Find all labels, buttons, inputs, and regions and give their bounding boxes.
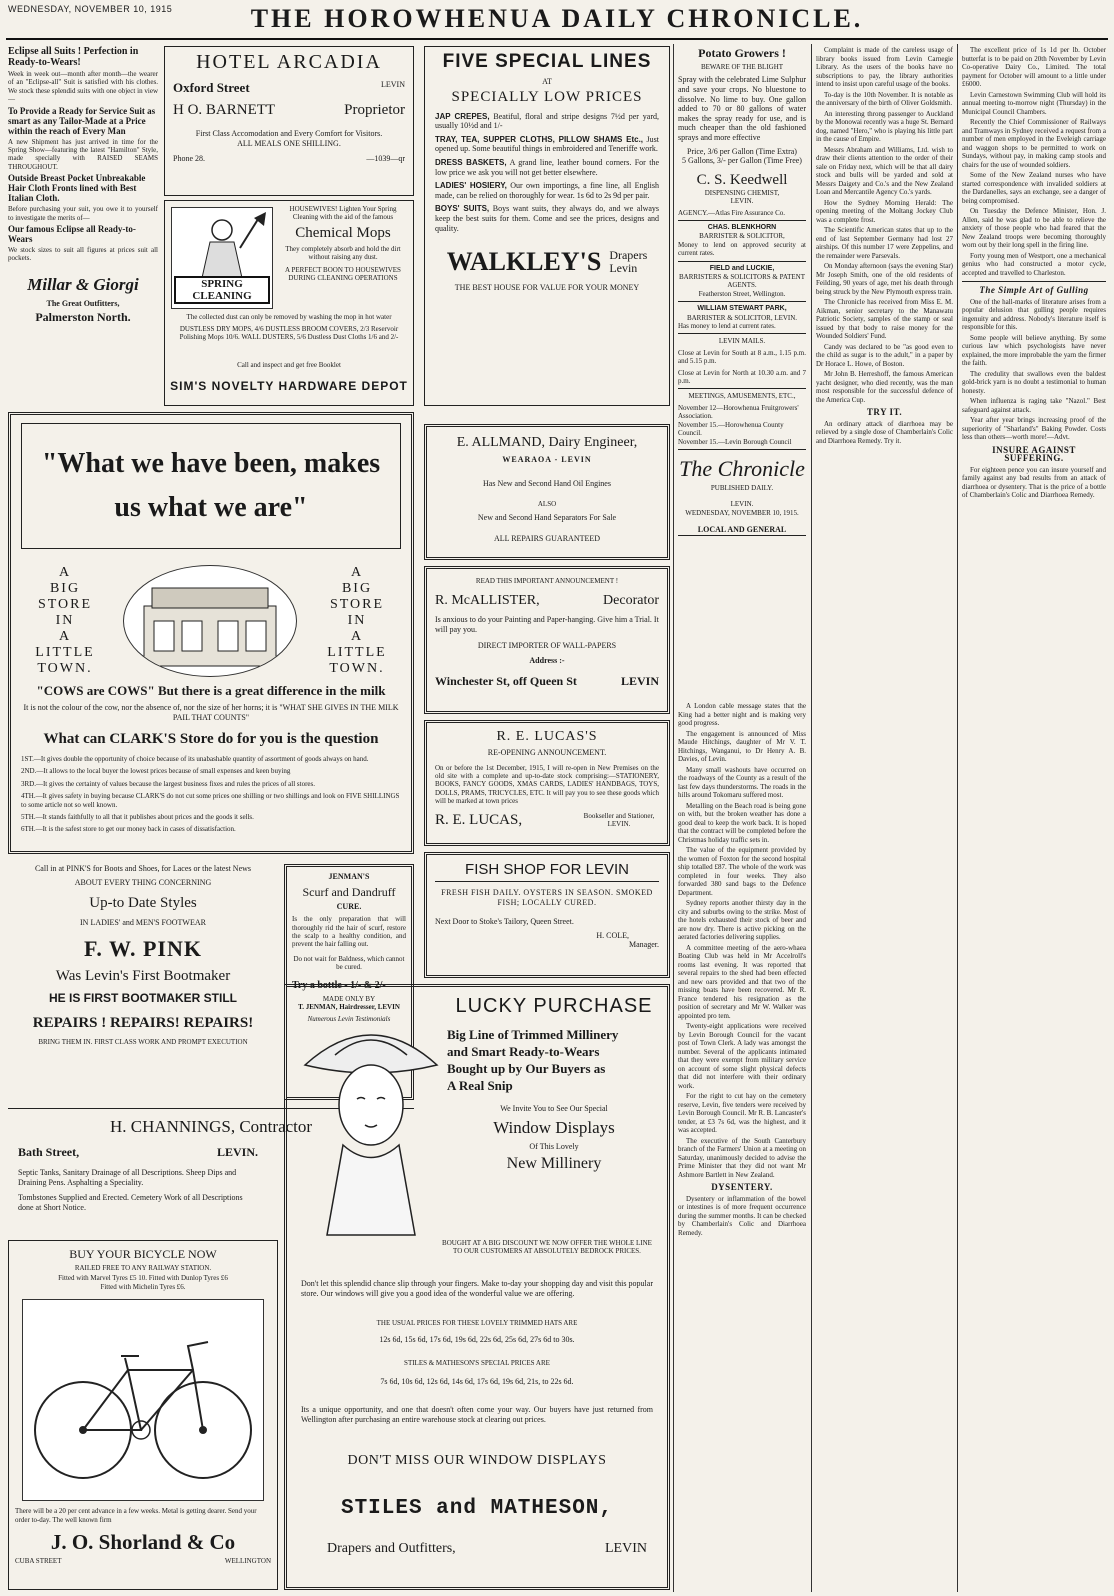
news-paragraph: Many small washouts have occurred on the roadways of the County as a result of the last few days thunderstorms. The roads in the hills around Tokomaru suffered most. xyxy=(678,765,806,799)
meeting-item: November 12—Horowhenua Fruitgrowers' Association. xyxy=(678,403,799,421)
fish-shop-ad xyxy=(424,852,670,978)
jenman-name: JENMAN'S xyxy=(328,872,370,881)
clark-big-store-left xyxy=(25,565,105,677)
stiles-special-prices: 7s 6d, 10s 6d, 12s 6d, 14s 6d, 17s 6d, 19s 6d, 21s, to 22s 6d. xyxy=(380,1377,574,1386)
mcallister-town: LEVIN xyxy=(620,673,659,688)
try-it-heading: TRY IT. xyxy=(866,407,903,417)
walkley-role: Drapers xyxy=(609,248,648,263)
hotel-name: HOTEL ARCADIA xyxy=(196,51,382,73)
mops-shop: SIM'S NOVELTY HARDWARE DEPOT xyxy=(170,379,408,393)
millar-tag: The Great Outfitters, xyxy=(46,298,120,308)
stiles-headline-4: A Real Snip xyxy=(447,1078,513,1093)
lady-in-hat-icon xyxy=(295,995,447,1245)
big-store-word: TOWN. xyxy=(329,661,385,676)
big-store-word: A xyxy=(350,565,364,580)
spring-cleaning-illustration xyxy=(171,207,273,309)
lucas-name: R. E. LUCAS'S xyxy=(496,729,598,744)
fish-address: Next Door to Stoke's Tailory, Queen Street. xyxy=(435,917,574,927)
news-paragraph: Sydney reports another thirsty day in the city and suburbs owing to the strike. Most of the hotels exhausted their stock of beer and are now dry. There is active picking on the aerated factories delivering supplies. xyxy=(678,899,806,941)
stiles-unique: Its a unique opportunity, and one that doesn't often come your way. Our buyers have just returned from Wellington after purchasing an entire warehouse stock at clearing out prices. xyxy=(301,1405,653,1424)
news-column-6 xyxy=(816,46,953,1590)
millar-body-3: We stock sizes to suit all figures at prices suit all pockets. xyxy=(8,246,158,263)
gulling-heading: The Simple Art of Gulling xyxy=(962,281,1106,295)
masthead-title: THE HOROWHENUA DAILY CHRONICLE. xyxy=(250,4,864,33)
clark-point: 6TH.—It is the safest store to get our money back in cases of dissatisfaction. xyxy=(21,825,236,834)
clark-quote-box xyxy=(21,423,401,549)
dysentery-text: Dysentery or inflammation of the bowel or intestines is of more frequent occurrence during the summer months. It can be checked by Chamberlain's Colic and Diarrhoea Remedy. xyxy=(678,1194,806,1237)
clark-point: 5TH.—It stands faithfully to all that it publishes about prices and the goods it sells. xyxy=(21,813,254,822)
pink-line1: Was Levin's First Bootmaker xyxy=(55,967,231,984)
keedwell-subtitle: BEWARE OF THE BLIGHT xyxy=(700,63,784,71)
lucas-ad xyxy=(424,720,670,846)
pink-intro: Call in at PINK'S for Boots and Shoes, for Laces or the latest News xyxy=(34,864,252,873)
directory-name: CHAS. BLENKHORN xyxy=(707,223,777,231)
directory-role: BARRISTER & SOLICITOR, xyxy=(699,232,785,241)
keedwell-role: DISPENSING CHEMIST, xyxy=(704,188,780,197)
news-paragraph: Metalling on the Beach road is being gone on with, but the broken weather has done a good deal to keep the work back. It is hoped that the contract will be completed before the Christmas holiday traffic sets in. xyxy=(678,801,806,844)
news-paragraph: Recently the Chief Commissioner of Railways and Tramways in Sydney received a request from a number of men employed in the Eveleigh carriage and waggon shops to be permitted to work on Sundays, without pay, in making camp stools and chairs for the use of wounded soldiers. xyxy=(962,118,1106,169)
mcallister-address-label: Address :- xyxy=(529,656,565,666)
clark-point: 1ST.—It gives double the opportunity of choice because of its unabashable quantity of assortment of goods always on hand. xyxy=(21,755,369,763)
millar-giorgi-ad xyxy=(8,46,158,406)
column-rule xyxy=(811,44,812,1592)
divider xyxy=(678,301,806,302)
walkley-items xyxy=(435,112,659,234)
divider xyxy=(678,261,806,262)
meetings-title: MEETINGS, AMUSEMENTS, ETC., xyxy=(688,392,796,401)
walkleys-ad xyxy=(424,46,670,406)
hotel-owner: H O. BARNETT xyxy=(173,102,276,118)
news-paragraph: Mr John B. Herreshoff, the famous American yacht designer, who died recently, was the man most responsible for the successful defence of the America Cup. xyxy=(816,370,953,404)
clark-store-illustration xyxy=(123,565,297,677)
walkley-subheading: SPECIALLY LOW PRICES xyxy=(451,88,643,105)
mcallister-ad xyxy=(424,566,670,714)
big-store-word: IN xyxy=(347,613,367,628)
masthead xyxy=(0,0,1114,40)
news-paragraph: Forty young men of Westport, one a mechanical genius who had constructed a motor cycle, accepted and travelled to Charleston. xyxy=(962,251,1106,277)
lucas-signature: R. E. LUCAS, xyxy=(435,811,523,828)
column-5 xyxy=(678,46,806,696)
news-paragraph: Messrs Abraham and Williams, Ltd. wish to draw their clients attention to the order of their sale on Friday next, which will be that all dairy stock and bulls will be yarded and sold at Messrs Daigety and Co.'s and the New Zealand Loan and Mercantile Agency Co.'s yards. xyxy=(816,145,953,196)
mcallister-name: R. McALLISTER, xyxy=(435,593,540,609)
local-general-heading: LOCAL AND GENERAL xyxy=(678,525,806,536)
walkley-tag: THE BEST HOUSE FOR VALUE FOR YOUR MONEY xyxy=(454,283,640,293)
chronicle-nameplate: The Chronicle xyxy=(679,455,805,481)
news-paragraph: Some people will believe anything. By some curious law which psychologists have never explained, the more improbable the yarn the firmer the faith. xyxy=(962,333,1106,367)
news-paragraph: For the right to cut hay on the cemetery reserve, Levin, five tenders were received by Levin Borough Council. Mr R. B. Lancaster's tender, at £3 7s 6d, was the highest, and it was accepted. xyxy=(678,1092,806,1134)
news-paragraph: The engagement is announced of Miss Maude Hitchings, daughter of Mr V. T. Hitchings, Wanganui, to Dr Henry A. B. Davies, of Levin. xyxy=(678,729,806,763)
directory-role: BARRISTERS & SOLICITORS & PATENT AGENTS. xyxy=(678,273,806,290)
pink-styles: Up-to Date Styles xyxy=(89,895,197,912)
big-store-word: BIG xyxy=(341,581,373,596)
directory-entry xyxy=(678,265,806,299)
meeting-item: November 15.—Horowhenua County Council. xyxy=(678,420,784,438)
shorland-bicycle-ad xyxy=(8,1240,278,1590)
chronicle-date: WEDNESDAY, NOVEMBER 10, 1915. xyxy=(685,508,799,517)
hotel-owner-row xyxy=(173,102,405,119)
mops-note: The collected dust can only be removed by washing the mop in hot water xyxy=(186,313,392,321)
mops-title: Chemical Mops xyxy=(295,224,391,241)
walkley-sign-row xyxy=(435,247,659,277)
hotel-town: LEVIN xyxy=(381,80,405,89)
allmand-also: ALSO xyxy=(537,500,557,509)
shorland-street: CUBA STREET xyxy=(15,1557,62,1566)
stiles-name: STILES and MATHESON, xyxy=(340,1497,614,1520)
news-paragraph: Year after year brings increasing proof of the superiority of "Sharland's" Baking Powder. Costs less than others—worth more!—Advt. xyxy=(962,416,1106,441)
stiles-headline-2: and Smart Ready-to-Wears xyxy=(447,1044,600,1059)
clark-big-store-right xyxy=(317,565,397,677)
try-it-text: An ordinary attack of diarrhoea may be relieved by a single dose of Chamberlain's Colic and Diarrhoea Remedy. Try it. xyxy=(816,419,953,445)
pink-repairs: REPAIRS ! REPAIRS! REPAIRS! xyxy=(32,1014,254,1031)
clark-point: 2ND.—It allows to the local buyer the lowest prices because of small expenses and keen buying xyxy=(21,767,291,776)
stiles-special-label: STILES & MATHESON'S SPECIAL PRICES ARE xyxy=(404,1359,550,1367)
stiles-headline-1: Big Line of Trimmed Millinery xyxy=(447,1027,619,1042)
hotel-street: Oxford Street xyxy=(173,80,250,95)
column-rule xyxy=(957,44,958,1592)
stiles-headline-3: Bought up by Our Buyers as xyxy=(447,1061,606,1076)
keedwell-town: LEVIN. xyxy=(730,197,754,206)
news-paragraph: Levin Carnestown Swimming Club will hold its annual meeting to-morrow night (Thursday) in the Municipal Council Chambers. xyxy=(962,90,1106,116)
news-paragraph: The excellent price of 1s 1d per lb. October butterfat is to be paid on 20th November by Levin Co-operative Dairy Co., Limited. The total payment for October will amount to a little under £6000. xyxy=(962,46,1106,88)
directory-name: FIELD and LUCKIE, xyxy=(709,264,775,272)
walkley-item-name: TRAY, TEA, SUPPER CLOTHS, PILLOW SHAMS Etc., xyxy=(435,134,644,144)
walkley-town: Levin xyxy=(609,261,638,276)
fish-manager-name: H. COLE, xyxy=(596,930,629,940)
fish-manager-role: Manager. xyxy=(629,940,659,950)
jenman-made: MADE ONLY BY xyxy=(322,994,376,1003)
walkley-item-text: Boys want suits, they always do, and we always keep the best suits for them. Come and see the prices, designs and quality. xyxy=(435,204,660,233)
news-column-7 xyxy=(962,46,1106,1590)
mops-intro: HOUSEWIVES! Lighten Your Spring Cleaning with the aid of the famous xyxy=(289,205,397,222)
clark-quote-line2: us what we are" xyxy=(114,492,308,523)
mops-call: Call and inspect and get free Booklet xyxy=(237,361,341,369)
clark-points xyxy=(21,755,401,838)
bicycle-icon xyxy=(23,1300,263,1500)
clark-point: 3RD.—It gives the certainty of values because the largest business fixes and rules the prices of all stores. xyxy=(21,779,315,788)
channings-address-row xyxy=(18,1145,258,1160)
millar-heading: To Provide a Ready for Service Suit as smart as any Tailor-Made at a Price within the reach of Every Man xyxy=(8,105,156,136)
walkley-item-name: LADIES' HOSIERY, xyxy=(435,181,507,191)
news-paragraph: One of the hall-marks of literature arises from a popular delusion that gulling people requires ingenuity and address. Nobody's literature itself is responsible for this. xyxy=(962,297,1106,331)
chronicle-town: LEVIN. xyxy=(730,500,754,509)
jenman-body: Is the only preparation that will thoroughly rid the hair of scurf, restore the scalp to a healthy condition, and prevent the hair falling out. xyxy=(292,915,406,949)
walkley-item-name: BOYS' SUITS, xyxy=(435,204,490,214)
news-paragraph: Twenty-eight applications were received by Levin Borough Council for the vacant post of Town Clerk. A lady was amongst the number. Several of the applicants intimated that they were exempt from military service on account of some slight physical defects that did not interfere with their ordinary work. xyxy=(678,1022,806,1090)
big-store-word: LITTLE xyxy=(35,645,95,660)
hotel-address-row xyxy=(173,80,405,96)
shorland-name: J. O. Shorland & Co xyxy=(50,1530,236,1555)
meeting-item: November 15.—Levin Borough Council xyxy=(678,437,792,446)
hotel-arcadia-ad xyxy=(164,46,414,196)
walkley-item xyxy=(435,158,659,177)
news-paragraph: How the Sydney Morning Herald: The opening meeting of the Moltang Jockey Club was a complete frost. xyxy=(816,198,953,224)
storefront-icon xyxy=(124,566,296,676)
jenman-testimonials: Numerous Levin Testimonials xyxy=(307,1015,391,1024)
walkley-item xyxy=(435,112,659,131)
jenman-maker: T. JENMAN, Hairdresser, LEVIN xyxy=(298,1003,400,1012)
news-paragraph: On Monday afternoon (says the evening Star) Mr Joseph Smith, one of the old residents of Feilding, 90 years of age, met his death through being struck by the New Plymouth express train. xyxy=(816,262,953,296)
allmand-town: WEARAOA - LEVIN xyxy=(502,455,592,464)
pink-footwear: IN LADIES' and MEN'S FOOTWEAR xyxy=(80,918,206,928)
directory-text: Money to lend on approved security at current rates. xyxy=(678,240,806,258)
millar-body-2: Before purchasing your suit, you owe it to yourself to investigate the merits of— xyxy=(8,205,158,222)
stiles-tag: Drapers and Outfitters, xyxy=(327,1541,456,1556)
keedwell-body: Spray with the celebrated Lime Sulphur and save your crops. No bluestone to dissolve. No lime to buy. One gallon added to 70 or 80 gallons of water makes the spray ready for use, and is much cheaper than the old fashioned sprays and more effective xyxy=(678,75,806,142)
news-paragraph: A London cable message states that the King had a better night and is making very good progress. xyxy=(678,702,806,727)
mails-line1: Close at Levin for South at 8 a.m., 1.15 p.m. and 5.15 p.m. xyxy=(678,348,806,366)
stiles-dont: Don't let this splendid chance slip through your fingers. Make to-day your shopping day and visit this popular store. Our windows will give you a good idea of the wonderful value we are offering. xyxy=(301,1279,653,1298)
walkley-item-name: DRESS BASKETS, xyxy=(435,157,507,167)
shorland-warning: There will be a 20 per cent advance in a few weeks. Metal is getting dearer. Send your order to-day. The well known firm xyxy=(15,1507,257,1524)
hotel-role: Proprietor xyxy=(344,102,405,118)
pink-line2: HE IS FIRST BOOTMAKER STILL xyxy=(49,990,237,1005)
stiles-new-millinery: New Millinery xyxy=(506,1155,602,1173)
mcallister-body: Is anxious to do your Painting and Paper-hanging. Give him a Trial. It will pay you. xyxy=(435,615,659,634)
stiles-invite: We Invite You to See Our Special xyxy=(500,1104,608,1113)
keedwell-price: Price, 3/6 per Gallon (Time Extra) xyxy=(687,146,797,156)
walkley-role-stack xyxy=(609,249,647,275)
big-store-word: A xyxy=(58,565,72,580)
news-paragraph: The Chronicle has received from Miss E. M. Aikman, senior secretary to the Manawatu Patriotic Society, samples of the stamp or seal issued by that body to raise money for the Wounded Soldiers' Fund. xyxy=(816,298,953,340)
directory-name: WILLIAM STEWART PARK, xyxy=(697,305,787,313)
mcallister-street: Winchester St, off Queen St xyxy=(435,673,577,688)
mops-prices: DUSTLESS DRY MOPS, 4/6 DUSTLESS BROOM COVERS, 2/3 Reservoir Polishing Mops 10/6. WALL DUSTERS, 5/6 Dustless Dust Cloths 1/6 and 2/- xyxy=(179,325,399,342)
news-paragraph: When influenza is raging take "Nazol." Best safeguard against attack. xyxy=(962,397,1106,414)
directory-text: Featherston Street, Wellington. xyxy=(698,289,786,298)
directory-text: Has money to lend at current rates. xyxy=(678,322,776,331)
clark-point: 4TH.—It gives safety in buying because CLARK'S do not cut some prices one shilling or two shillings and look on FIVE SHILLINGS to some article not so well known. xyxy=(21,792,400,809)
walkley-at: AT xyxy=(542,77,552,86)
masthead-date: WEDNESDAY, NOVEMBER 10, 1915 xyxy=(8,4,173,14)
pink-bootmaker-ad xyxy=(8,864,278,1100)
mcallister-top: READ THIS IMPORTANT ANNOUNCEMENT ! xyxy=(475,577,619,585)
bicycle-illustration xyxy=(22,1299,264,1501)
mcallister-address-row xyxy=(435,674,659,689)
channings-town: LEVIN. xyxy=(216,1145,258,1159)
big-store-word: IN xyxy=(55,613,75,628)
news-paragraph: The executive of the South Canterbury branch of the Farmers' Union at a meeting on Saturday, unanimously decided to advise the Prime Minister that they did not want Mr Ashmore Bartlett in New Zealand. xyxy=(678,1136,806,1179)
insure-text: For eighteen pence you can insure yourself and family against any bad results from an attack of diarrhoea or dysentery. That is the price of a bottle of Chamberlain's Colic and Diarrhoea Remedy. xyxy=(962,465,1106,499)
shorland-city: WELLINGTON xyxy=(224,1557,271,1566)
news-paragraph: Complaint is made of the careless usage of library books issued from Levin Carnegie Library. As the users of the books have no subscriptions to pay, the library authorities intend to insist upon careful usage of the books. xyxy=(816,46,953,88)
walkley-item xyxy=(435,181,659,200)
channings-name: H. CHANNINGS, Contractor xyxy=(109,1117,313,1136)
shorland-address-row xyxy=(15,1557,271,1565)
walkley-item-text: A grand line, leather bound corners. For the low price we ask you will not get better elsewhere. xyxy=(435,157,660,177)
walkley-item-text: Our own importings, a fine line, all English made, can be relied on thoroughly for wear. 1s 6d to 2s 9d per pair. xyxy=(435,181,660,200)
millar-name: Millar & Giorgi xyxy=(27,274,139,294)
pink-about: ABOUT EVERY THING CONCERNING xyxy=(74,877,212,887)
allmand-line1: Has New and Second Hand Oil Engines xyxy=(483,478,611,488)
millar-town: Palmerston North. xyxy=(35,310,131,325)
mops-boon: A PERFECT BOON TO HOUSEWIVES DURING CLEANING OPERATIONS xyxy=(285,265,401,283)
stiles-usual-prices: 12s 6d, 15s 6d, 17s 6d, 19s 6d, 22s 6d, 25s 6d, 27s 6d to 30s. xyxy=(379,1335,575,1344)
big-store-word: STORE xyxy=(329,597,385,612)
stiles-usual-label: THE USUAL PRICES FOR THESE LOVELY TRIMMED HATS ARE xyxy=(376,1319,578,1327)
news-paragraph: A committee meeting of the aero-whaea Boating Club was held in Mr Accelroll's rooms last evening. It was reported that several repairs to the shed had been effected and new oars provided and that two of the missing boats have been recovered. Mr R. France tendered his resignation as the position of secretary and Mr W. Walker was appointed pro tem. xyxy=(678,943,806,1020)
mcallister-name-row xyxy=(435,593,659,609)
mops-text xyxy=(277,205,409,282)
keedwell-agency: AGENCY.—Atlas Fire Assurance Co. xyxy=(678,208,786,217)
pink-name: F. W. PINK xyxy=(83,935,202,961)
millar-body: A new Shipment has just arrived in time for the Spring Show—featuring the latest "Hamilton" Style, made specially with RAISED SEAMS THROUGHOUT. xyxy=(8,137,158,171)
hotel-line2: ALL MEALS ONE SHILLING. xyxy=(237,138,341,148)
big-store-word: BIG xyxy=(49,581,81,596)
millinery-illustration xyxy=(295,995,447,1245)
hotel-line1: First Class Accomodation and Every Comfort for Visitors. xyxy=(195,129,383,138)
shorland-fit-2: Fitted with Michelin Tyres £6. xyxy=(100,1282,186,1291)
news-paragraph: An interesting throng passenger to Auckland by the Monowai recently was a huge St. Bernard dog, named "Hero," who is playing his little part in the cause of Empire. xyxy=(816,109,953,143)
channings-body-2: Tombstones Supplied and Erected. Cemetery Work of all Descriptions done at Short Notice. xyxy=(18,1193,243,1212)
shorland-rail: RAILED FREE TO ANY RAILWAY STATION. xyxy=(74,1264,212,1272)
fish-heading: FISH SHOP FOR LEVIN xyxy=(435,861,659,882)
directory-role: BARRISTER & SOLICITOR, LEVIN. xyxy=(686,313,798,322)
mails-line2: Close at Levin for North at 10.30 a.m. and 7 p.m. xyxy=(678,368,806,386)
chemical-mops-ad xyxy=(164,200,414,406)
keedwell-title: Potato Growers ! xyxy=(698,46,786,60)
walkley-item-text: Beatiful, floral and stripe designs 7½d per yard, usually 10½d and 1/- xyxy=(435,111,660,131)
big-store-word: TOWN. xyxy=(37,661,93,676)
channings-body: Septic Tanks, Sanitary Drainage of all Descriptions. Sheep Dips and Draining Pens. Asphalting a Speciality. xyxy=(18,1168,237,1187)
jenman-wait: Do not wait for Baldness, which cannot be cured. xyxy=(293,954,405,972)
chronicle-sub: PUBLISHED DAILY. xyxy=(710,483,774,492)
hotel-ref: —1039—qr xyxy=(366,154,405,164)
stiles-heading: LUCKY PURCHASE xyxy=(455,995,653,1017)
lucas-sign-row xyxy=(435,812,659,829)
allmand-name: E. ALLMAND, Dairy Engineer, xyxy=(456,435,638,450)
clark-question-heading: What can CLARK'S Store do for you is the question xyxy=(43,731,379,747)
clark-quote-line1: "What we have been, makes xyxy=(41,448,381,479)
big-store-word: LITTLE xyxy=(327,645,387,660)
hotel-phone: Phone 28. xyxy=(173,154,205,164)
millar-heading-3: Our famous Eclipse all Ready-to-Wears xyxy=(8,224,136,245)
jenman-price: Try a bottle - 1/- & 2/- xyxy=(292,979,386,991)
walkley-item-name: JAP CREPES, xyxy=(435,111,490,121)
news-paragraph: The Scientific American states that up to the end of last September Germany had lost 27 airships. Of this number 17 were Zeppelins, and the remainder were Parsevals. xyxy=(816,226,953,260)
big-store-word: A xyxy=(350,629,364,644)
lucas-subheading: RE-OPENING ANNOUNCEMENT. xyxy=(487,748,607,757)
millar-title: Eclipse all Suits ! Perfection in Ready-to-Wears! xyxy=(8,46,139,68)
divider xyxy=(678,220,806,221)
clark-cows-line: "COWS are COWS" But there is a great difference in the milk xyxy=(36,683,386,698)
news-paragraph: The value of the equipment provided by the women of Foxton for the second hospital ship totalled £87. The whole of the work was completed in four weeks. They also forwarded 380 sand bags to the Defence Department. xyxy=(678,846,806,897)
mcallister-importer: DIRECT IMPORTER OF WALL-PAPERS xyxy=(477,640,617,650)
news-paragraph: Candy was declared to be "as good even to the child as sugar is to the adult," in a paper by Dr Horace L. Howe, of Boston. xyxy=(816,342,953,368)
news-paragraph: To-day is the 10th November. It is notable as the anniversary of the birth of Oliver Goldsmith. xyxy=(816,90,953,107)
stiles-dont-miss: DON'T MISS OUR WINDOW DISPLAYS xyxy=(347,1453,607,1468)
jenman-cure: CURE. xyxy=(336,901,362,911)
stiles-town: LEVIN xyxy=(605,1541,647,1556)
divider xyxy=(678,388,806,389)
jenman-title: Scurf and Dandruff xyxy=(302,884,396,899)
mops-body: They completely absorb and hold the dirt without raising any dust. xyxy=(285,244,401,262)
directory-entry xyxy=(678,224,806,258)
news-paragraph: The credulity that swallows even the baldest gold-brick yarn is no doubt a testimonial to human honesty. xyxy=(962,369,1106,395)
walkley-name: WALKLEY'S xyxy=(446,247,602,277)
divider xyxy=(678,449,806,450)
allmand-line2: New and Second Hand Separators For Sale xyxy=(477,512,617,522)
mcallister-role: Decorator xyxy=(603,593,659,609)
pink-bring: BRING THEM IN. FIRST CLASS WORK AND PROMPT EXECUTION xyxy=(38,1037,248,1046)
channings-street: Bath Street, xyxy=(18,1145,80,1159)
stiles-bought: BOUGHT AT A BIG DISCOUNT WE NOW OFFER THE WHOLE LINE TO OUR CUSTOMERS AT ABSOLUTELY BEDROCK PRICES. xyxy=(442,1239,652,1256)
millar-heading-2: Outside Breast Pocket Unbreakable Hair Cloth Fronts lined with Best Italian Cloth. xyxy=(8,173,146,204)
shorland-fit-1: Fitted with Marvel Tyres £5 10. Fitted with Dunlop Tyres £6 xyxy=(58,1274,228,1283)
masthead-rule xyxy=(6,38,1108,40)
big-store-word: STORE xyxy=(37,597,93,612)
hotel-phone-row xyxy=(173,154,405,164)
walkley-item-text: Just opened up. Some beautiful things in embroidered and Teneriffe work. xyxy=(435,134,659,154)
lucas-body: On or before the 1st December, 1915, I will re-open in New Premises on the old site with a complete and up-to-date stock comprising:—STATIONERY, BOOKS, FANCY GOODS, XMAS CARDS, LADIES' HANDBAGS, TOYS, DOLLS, PRAMS, TRICYCLES, ETC. It will pay you to see these goods which will be marked at town prices xyxy=(435,763,659,806)
news-paragraph: Some of the New Zealand nurses who have started correspondence with invalided soldiers at the Dardanelles, says an exchange, see a danger of being compromised. xyxy=(962,171,1106,205)
big-store-word: A xyxy=(58,629,72,644)
directory-entry xyxy=(678,305,806,330)
allmand-ad xyxy=(424,424,670,560)
stiles-tag-row xyxy=(327,1541,647,1557)
news-paragraph: On Tuesday the Defence Minister, Hon. J. Allen, said he was glad to be able to relieve the anxiety of those people who had feared that the New Zealand troops were becoming thoroughly worn out by their long spell in the firing line. xyxy=(962,207,1106,249)
stiles-of: Of This Lovely xyxy=(529,1141,579,1151)
spring-cleaning-sign: SPRING CLEANING xyxy=(174,276,270,304)
local-general-column xyxy=(678,702,806,1590)
lucas-role: Bookseller and Stationer, LEVIN. xyxy=(583,811,655,829)
keedwell-price-2: 5 Gallons, 3/- per Gallon (Time Free) xyxy=(682,156,802,166)
column-rule xyxy=(673,44,674,1592)
clarks-store-ad xyxy=(8,412,414,854)
clark-colour-line: It is not the colour of the cow, nor the absence of, nor the size of her horns; it is "WHAT SHE GIVES IN THE MILK PAIL THAT COUNTS" xyxy=(23,703,399,722)
keedwell-name: C. S. Keedwell xyxy=(696,171,788,188)
shorland-heading: BUY YOUR BICYCLE NOW xyxy=(69,1247,217,1261)
stiles-window-displays: Window Displays xyxy=(493,1117,615,1137)
mails-title: LEVIN MAILS. xyxy=(718,337,766,346)
dysentery-heading: DYSENTERY. xyxy=(711,1182,773,1192)
allmand-line3: ALL REPAIRS GUARANTEED xyxy=(493,534,601,544)
walkley-item xyxy=(435,135,659,154)
insure-heading: INSURE AGAINST SUFFERING. xyxy=(992,444,1076,463)
walkley-item xyxy=(435,204,659,233)
divider xyxy=(678,333,806,334)
stiles-matheson-ad xyxy=(284,984,670,1590)
millar-intro: Week in week out—month after month—the wearer of an "Eclipse-all" Suit is satisfied with his clothes. We stock these splendid suits with one object in view— xyxy=(8,70,158,104)
stiles-headline-block xyxy=(447,995,661,1173)
walkley-heading: FIVE SPECIAL LINES xyxy=(442,51,652,72)
fish-body: FRESH FISH DAILY. OYSTERS IN SEASON. SMOKED FISH; LOCALLY CURED. xyxy=(441,888,653,907)
